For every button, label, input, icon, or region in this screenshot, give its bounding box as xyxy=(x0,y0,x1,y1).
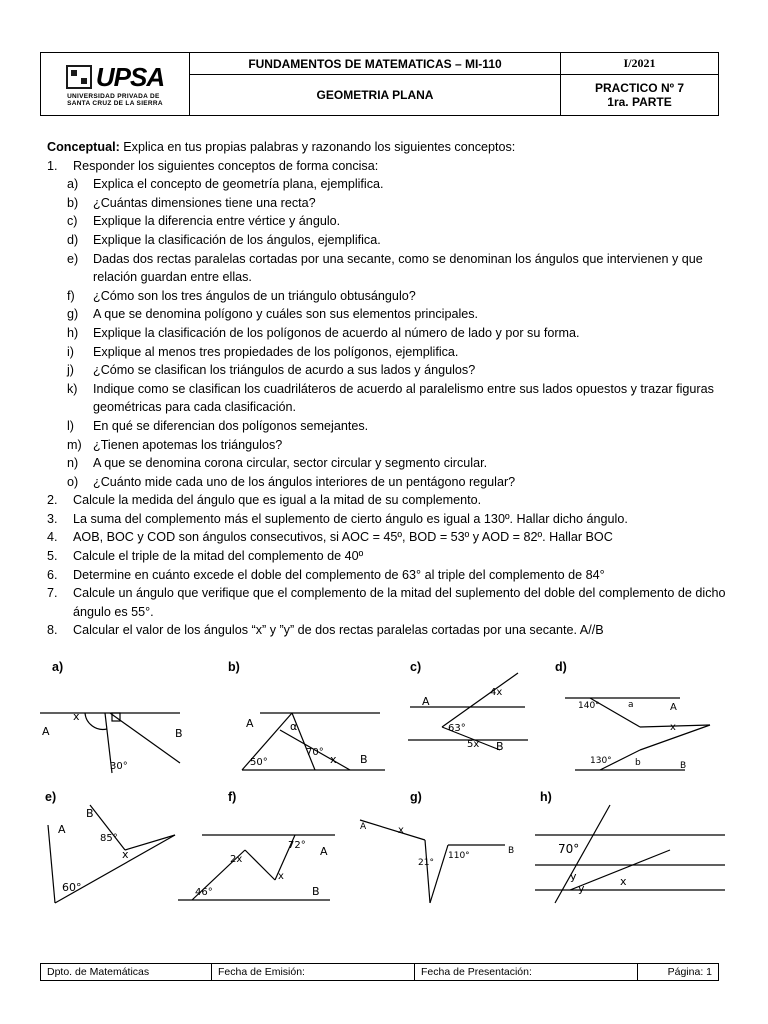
practice-cell xyxy=(561,75,719,116)
fig-b-50: 50° xyxy=(250,757,268,768)
fig-a-B: B xyxy=(175,727,183,740)
fig-c-63: 63° xyxy=(448,723,466,734)
figure-d-label: d) xyxy=(555,660,567,674)
practice-part: 1ra. PARTE xyxy=(607,95,672,110)
figure-e xyxy=(48,805,175,903)
fig-a-x: x xyxy=(73,710,80,723)
question-item: 4. AOB, BOC y COD son ángulos consecutivos, si AOC = 45º, BOD = 53º y AOD = 82º. Hallar BOC xyxy=(47,530,613,545)
questions-list xyxy=(47,491,727,640)
footer-table xyxy=(40,963,719,981)
fig-e-85: 85° xyxy=(100,833,118,844)
subitem: h) Explique la clasificación de los polígonos de acuerdo al número de lado y por su forma. xyxy=(67,325,580,340)
fig-f-46: 46° xyxy=(195,887,213,898)
figure-d xyxy=(565,698,710,771)
question-1: 1. Responder los siguientes conceptos de forma concisa: xyxy=(47,158,379,173)
figure-g-label: g) xyxy=(410,790,422,804)
figure-c xyxy=(408,673,528,753)
practice-number: PRACTICO Nº 7 xyxy=(594,81,685,96)
question-item: 8. Calcular el valor de los ángulos “x” y ”y” de dos rectas paralelas cortadas por una secante. A//B xyxy=(47,623,604,638)
subitem: m) ¿Tienen apotemas los triángulos? xyxy=(67,437,283,452)
fig-d-A: A xyxy=(670,702,677,713)
logo-cell xyxy=(41,53,190,116)
fig-a-A: A xyxy=(42,725,50,738)
fig-h-y2: y xyxy=(578,882,585,895)
fig-f-x: x xyxy=(278,871,284,882)
subitem: e) Dadas dos rectas paralelas cortadas por una secante, como se denominan los ángulos que intervienen y que relación guardan entre ellas. xyxy=(67,251,703,285)
fig-g-x: x xyxy=(398,825,404,836)
fig-c-5x: 5x xyxy=(467,739,480,750)
subitem: o) ¿Cuánto mide cada uno de los ángulos interiores de un pentágono regular? xyxy=(67,474,516,489)
fig-f-B: B xyxy=(312,885,320,898)
term: I/2021 xyxy=(561,53,719,75)
fig-b-x: x xyxy=(330,753,337,766)
figure-h-label: h) xyxy=(540,790,552,804)
subitem: n) A que se denomina corona circular, sector circular y segmento circular. xyxy=(67,456,488,471)
subitem: d) Explique la clasificación de los ángulos, ejemplifica. xyxy=(67,232,381,247)
intro-line: Conceptual: Explica en tus propias palabras y razonando los siguientes conceptos: xyxy=(47,140,516,154)
topic-title: GEOMETRIA PLANA xyxy=(190,75,561,116)
fig-f-72: 72° xyxy=(288,840,306,851)
header-table xyxy=(40,52,719,116)
fig-h-70: 70° xyxy=(558,842,580,856)
fig-d-B: B xyxy=(680,761,687,771)
fig-c-B: B xyxy=(496,740,504,753)
fig-b-A: A xyxy=(246,717,254,730)
figure-e-label: e) xyxy=(45,790,57,804)
figure-b-label: b) xyxy=(228,660,240,674)
fig-b-alpha: α xyxy=(290,720,298,733)
subitem: g) A que se denomina polígono y cuáles son sus elementos principales. xyxy=(67,307,479,322)
fig-g-B: B xyxy=(508,846,515,856)
figure-g xyxy=(360,820,514,903)
figure-b xyxy=(242,713,385,770)
fig-d-140: 140° xyxy=(578,701,600,711)
fig-e-x: x xyxy=(122,848,129,861)
logo-text: UPSA xyxy=(95,61,165,92)
fig-a-30: 30° xyxy=(110,761,128,772)
fig-b-70: 70° xyxy=(306,747,324,758)
fig-g-21: 21° xyxy=(418,858,434,868)
subitem: c) Explique la diferencia entre vértice y ángulo. xyxy=(67,214,341,229)
question-item: 7. Calcule un ángulo que verifique que el complemento de la mitad del suplemento del doble del complemento de dicho ángulo es 55°. xyxy=(47,586,726,619)
fig-d-x: x xyxy=(670,722,676,733)
subitems-list xyxy=(47,175,727,491)
question-item: 6. Determine en cuánto excede el doble del complemento de 63° al triple del complemento de 84° xyxy=(47,567,605,582)
upsa-logo-icon xyxy=(66,65,92,89)
fig-b-B: B xyxy=(360,753,368,766)
fig-g-A: A xyxy=(360,822,367,832)
logo-subtitle: UNIVERSIDAD PRIVADA DE SANTA CRUZ DE LA SIERRA xyxy=(67,92,163,107)
subitem: a) Explica el concepto de geometría plana, ejemplifica. xyxy=(67,177,384,192)
upsa-logo xyxy=(41,62,189,107)
fig-e-60: 60° xyxy=(62,881,82,894)
figures-area xyxy=(30,655,750,915)
figures-svg xyxy=(30,655,750,915)
fig-h-x: x xyxy=(620,875,627,888)
footer-page: Página: 1 xyxy=(638,964,719,981)
question-item: 5. Calcule el triple de la mitad del complemento de 40º xyxy=(47,549,364,564)
figure-c-label: c) xyxy=(410,660,422,674)
fig-d-a: a xyxy=(628,700,634,710)
subitem: l) En qué se diferencian dos polígonos semejantes. xyxy=(67,418,369,433)
figure-h xyxy=(535,805,725,903)
fig-e-B: B xyxy=(86,807,94,820)
fig-e-A: A xyxy=(58,823,66,836)
question-item: 2. Calcule la medida del ángulo que es igual a la mitad de su complemento. xyxy=(47,493,482,508)
fig-c-A: A xyxy=(422,695,430,708)
questions-section xyxy=(47,138,727,640)
subitem: j) ¿Cómo se clasifican los triángulos de acurdo a sus lados y ángulos? xyxy=(67,363,476,378)
fig-d-130: 130° xyxy=(590,756,612,766)
fig-d-b: b xyxy=(635,758,641,768)
figure-f-label: f) xyxy=(228,790,237,804)
subitem: b) ¿Cuántas dimensiones tiene una recta? xyxy=(67,195,316,210)
footer-dept: Dpto. de Matemáticas xyxy=(41,964,212,981)
fig-f-A: A xyxy=(320,845,328,858)
footer-emision: Fecha de Emisión: xyxy=(212,964,415,981)
fig-g-110: 110° xyxy=(448,851,470,861)
subitem: f) ¿Cómo son los tres ángulos de un triángulo obtusángulo? xyxy=(67,288,416,303)
figure-f xyxy=(178,835,335,900)
question-item: 3. La suma del complemento más el suplemento de cierto ángulo es igual a 130º. Hallar dicho ángulo. xyxy=(47,511,628,526)
footer-presentacion: Fecha de Presentación: xyxy=(415,964,638,981)
fig-f-2x: 2x xyxy=(230,854,243,865)
fig-c-4x: 4x xyxy=(490,687,503,698)
figure-a-label: a) xyxy=(52,660,64,674)
subitem: i) Explique al menos tres propiedades de los polígonos, ejemplifica. xyxy=(67,344,459,359)
fig-h-y1: y xyxy=(570,870,577,883)
figure-a xyxy=(40,710,183,773)
course-title: FUNDAMENTOS DE MATEMATICAS – MI-110 xyxy=(190,53,561,75)
subitem: k) Indique como se clasifican los cuadriláteros de acuerdo al paralelismo entre sus lados opuestos y trazar figuras geométricas para cada clasificación. xyxy=(67,381,714,415)
